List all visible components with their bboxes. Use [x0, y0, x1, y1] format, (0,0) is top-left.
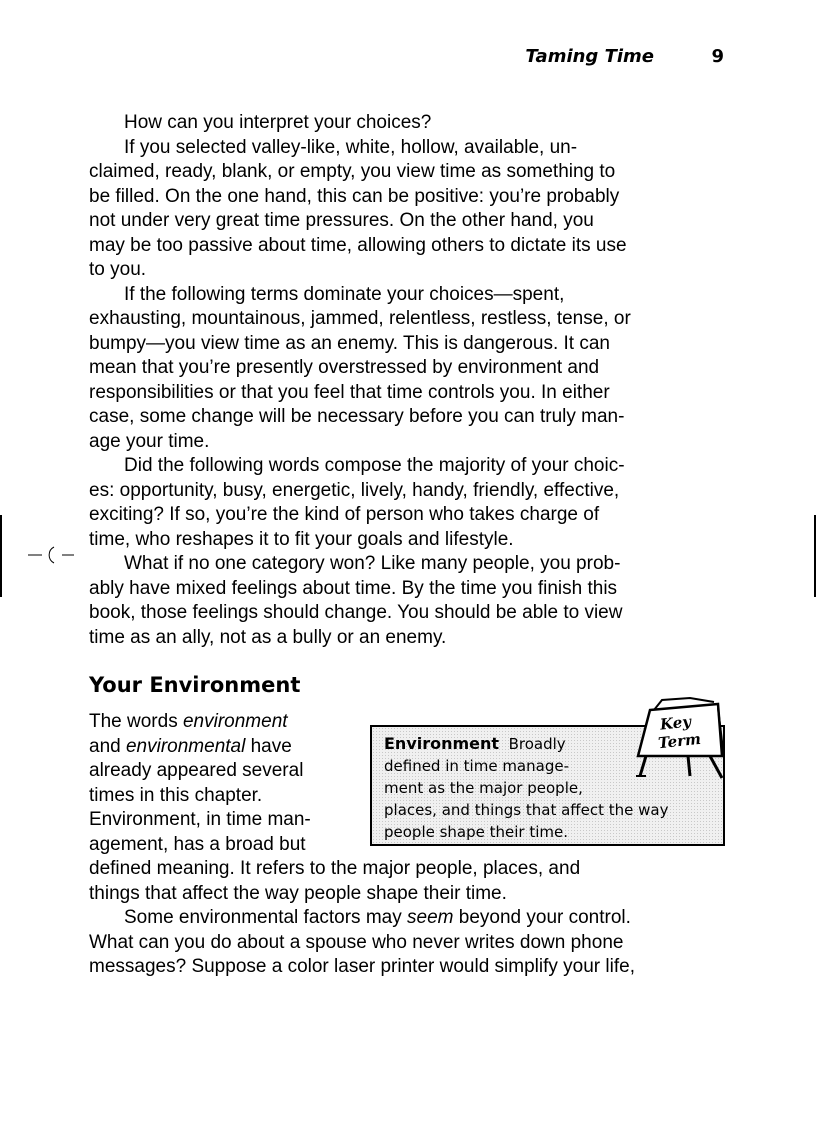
- text-line: to you.: [89, 259, 147, 280]
- text-run: Broadly: [508, 735, 566, 753]
- text-line: case, some change will be necessary before you can truly man-: [89, 406, 625, 427]
- text-line: If you selected valley-like, white, hollow, available, un-: [124, 136, 578, 158]
- text-line: bumpy—you view time as an enemy. This is dangerous. It can: [89, 332, 610, 354]
- text-line: be filled. On the one hand, this can be positive: you’re probably: [89, 185, 620, 207]
- text-run: have: [245, 735, 292, 757]
- emphasis: environment: [182, 711, 288, 732]
- text-line: places, and things that affect the way: [384, 801, 669, 819]
- paragraph: [89, 136, 631, 283]
- text-run: Some environmental factors may: [124, 907, 408, 928]
- text-line: [89, 735, 311, 760]
- registration-crosshair-icon: [28, 542, 74, 572]
- text-line: [384, 733, 668, 755]
- text-line: What can you do about a spouse who never writes down phone: [89, 931, 624, 953]
- key-term-definition: [384, 733, 668, 843]
- text-line: mean that you’re presently overstressed by environment and: [89, 357, 600, 378]
- text-line: exciting? If so, you’re the kind of person who takes charge of: [89, 504, 600, 525]
- text-line: things that affect the way people shape their time.: [89, 882, 507, 904]
- section-heading: Your Environment: [89, 673, 301, 697]
- text-line: ment as the major people,: [384, 779, 583, 797]
- text-line: claimed, ready, blank, or empty, you view time as something to: [89, 161, 616, 182]
- text-line: How can you interpret your choices?: [124, 112, 432, 133]
- text-run: beyond your control.: [453, 907, 631, 928]
- easel-label-key: Key: [659, 712, 692, 734]
- text-line: time as an ally, not as a bully or an enemy.: [89, 626, 447, 648]
- text-line: times in this chapter.: [89, 784, 263, 806]
- text-line: If the following terms dominate your choices—spent,: [124, 283, 565, 305]
- text-line: book, those feelings should change. You should be able to view: [89, 602, 623, 623]
- emphasis: seem: [407, 907, 454, 928]
- text-line: exhausting, mountainous, jammed, relentless, restless, tense, or: [89, 308, 631, 329]
- text-line: agement, has a broad but: [89, 833, 306, 855]
- text-line: ably have mixed feelings about time. By the time you finish this: [89, 577, 618, 599]
- text-line: time, who reshapes it to fit your goals and lifestyle.: [89, 528, 514, 550]
- text-line: defined in time manage-: [384, 757, 569, 775]
- text-line: [89, 710, 311, 735]
- text-run: The words: [89, 711, 183, 732]
- text-line: messages? Suppose a color laser printer would simplify your life,: [89, 956, 635, 977]
- key-term-easel-icon: [632, 696, 728, 782]
- easel-label-term: Term: [657, 729, 702, 753]
- body-text-bottom: [89, 857, 635, 980]
- text-line: age your time.: [89, 430, 210, 452]
- body-text-top: [89, 111, 631, 650]
- text-run: and: [89, 735, 126, 757]
- text-line: es: opportunity, busy, energetic, lively, handy, friendly, effective,: [89, 479, 620, 501]
- key-term-word: Environment: [384, 734, 500, 753]
- running-head: [90, 46, 726, 72]
- page-number: 9: [711, 46, 724, 67]
- text-line: not under very great time pressures. On the other hand, you: [89, 210, 594, 231]
- emphasis: environmental: [125, 735, 246, 757]
- text-line: already appeared several: [89, 760, 304, 781]
- text-line: people shape their time.: [384, 823, 569, 841]
- running-head-title: Taming Time: [525, 46, 654, 67]
- text-line: [89, 906, 635, 931]
- paragraph: [89, 111, 631, 136]
- text-line: What if no one category won? Like many people, you prob-: [124, 553, 621, 574]
- text-line: Environment, in time man-: [89, 809, 311, 830]
- text-line: defined meaning. It refers to the major people, places, and: [89, 858, 581, 879]
- text-line: responsibilities or that you feel that time controls you. In either: [89, 381, 610, 403]
- paragraph: [89, 283, 631, 455]
- side-paragraph: [89, 710, 311, 857]
- text-line: Did the following words compose the majority of your choic-: [124, 455, 625, 476]
- paragraph: [89, 552, 631, 650]
- margin-mark-left: [0, 515, 2, 597]
- paragraph: [89, 454, 631, 552]
- text-line: may be too passive about time, allowing others to dictate its use: [89, 234, 627, 256]
